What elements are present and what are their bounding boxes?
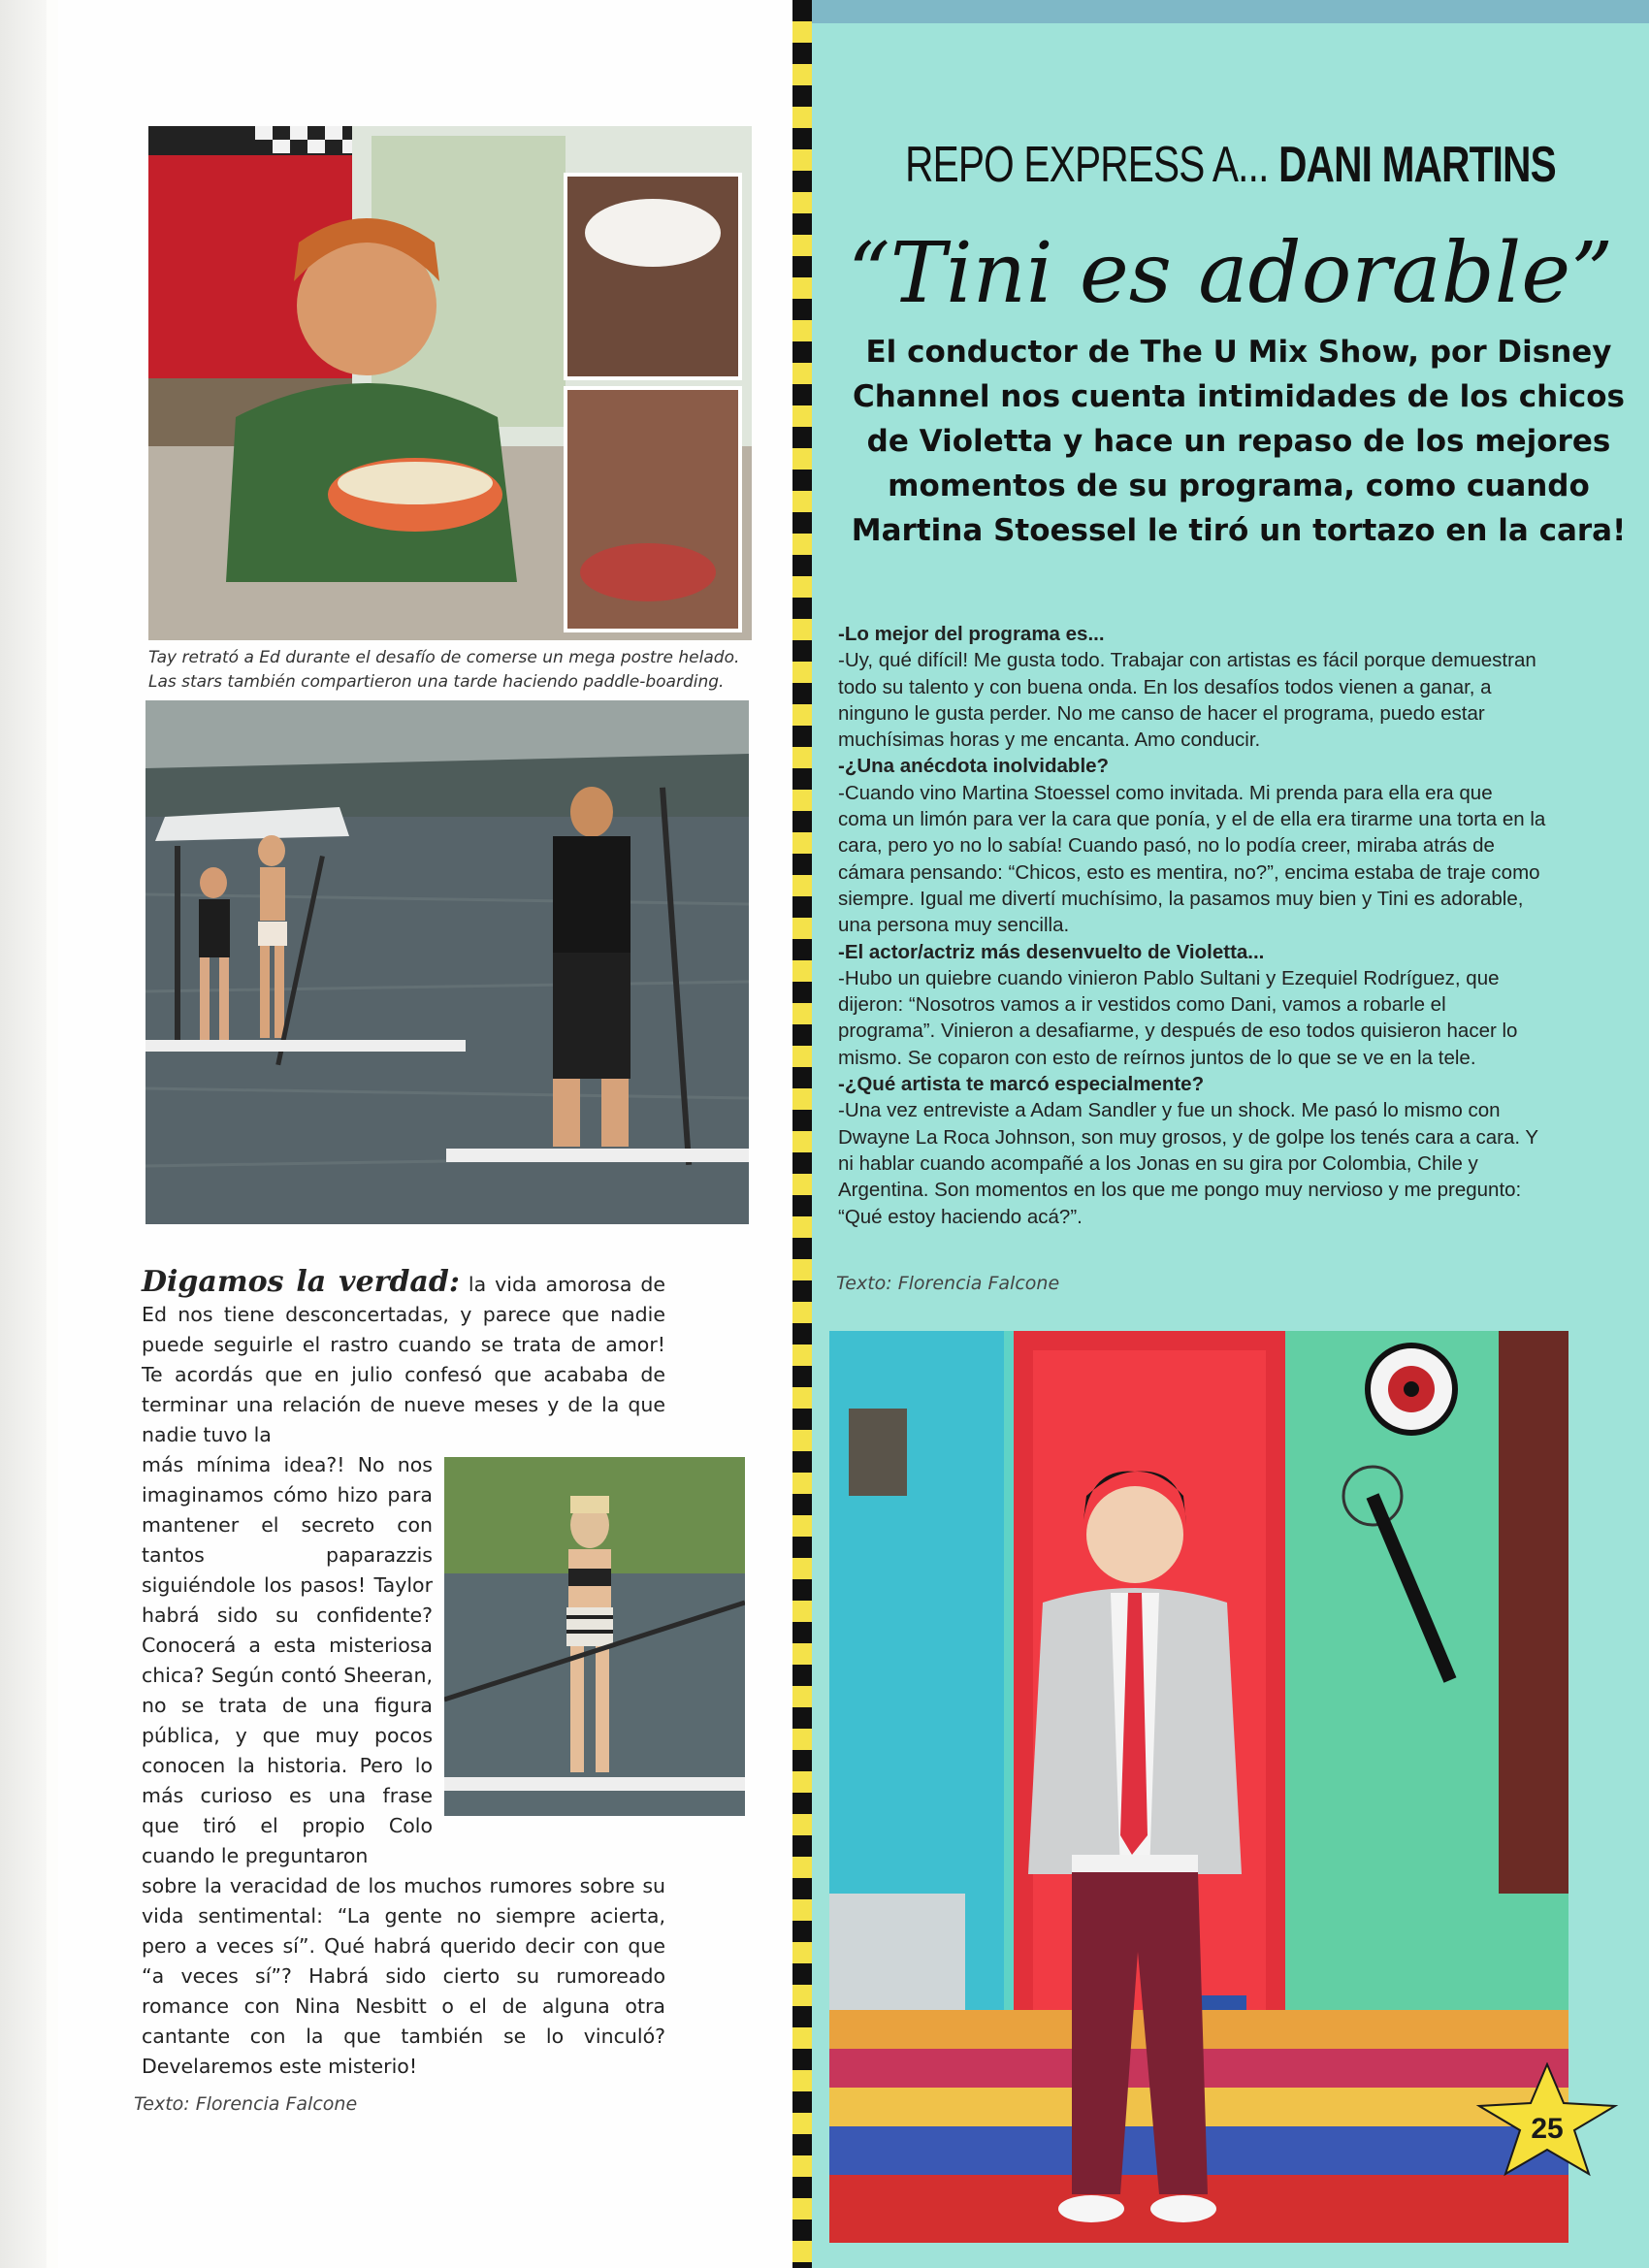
kicker-prefix: REPO EXPRESS A... — [905, 137, 1269, 193]
photo-dani-martins — [829, 1331, 1568, 2243]
article-paragraph-2: más mínima idea?! No nos imaginamos cómo hizo para mantener el secreto con tantos paparazzis siguiéndole los pasos! Taylor habrá sido su confidente? Conocerá a esta misteriosa chica? Según contó Sheeran, no se trata de una figura pública, y que muy pocos conocen la historia. Pero lo más curioso es una frase que tiró el propio Colo cuando le preguntaron — [142, 1453, 433, 1867]
photo-caption — [148, 646, 750, 695]
kicker — [904, 136, 1557, 194]
question-3: -El actor/actriz más desenvuelto de Violetta... — [838, 940, 1265, 963]
caption-line-2: Las stars también compartieron una tarde haciendo paddle-boarding. — [148, 672, 725, 692]
article-lead: Digamos la verdad: — [142, 1265, 460, 1299]
answer-1: -Uy, qué difícil! Me gusta todo. Trabajar con artistas es fácil porque demuestran todo su talento y con buena onda. En los desafíos todos vienen a ganar, a ninguno le gusta perder. No me canso de hacer el programa, puedo estar muchísimas horas y me encanta. Amo conducir. — [838, 649, 1536, 752]
right-credit: Texto: Florencia Falcone — [836, 1273, 1060, 1294]
scan-edge — [0, 0, 47, 2268]
photo-taylor-paddle — [444, 1457, 745, 1816]
right-page — [812, 0, 1649, 2268]
page-number: 25 — [1531, 2113, 1564, 2145]
question-1: -Lo mejor del programa es... — [838, 623, 1105, 645]
article-paragraph-1: la vida amorosa de Ed nos tiene desconcertadas, y parece que nadie puede seguirle el rastro cuando se trata de amor! Te acordás que en julio confesó que acababa de terminar una relación de nueve meses y de la que nadie tuvo la — [142, 1273, 666, 1446]
caption-line-1: Tay retrató a Ed durante el desafío de comerse un mega postre helado. — [148, 648, 740, 667]
page-divider — [792, 0, 812, 2268]
page-number-star — [1474, 2062, 1620, 2179]
answer-3: -Hubo un quiebre cuando vinieron Pablo Sultani y Ezequiel Rodríguez, que dijeron: “Nosotros vamos a ir vestidos como Dani, vamos a robarle el programa”. Vinieron a desafiarme, y después de eso todos quisieron hacer lo mismo. Se coparon con esto de reírnos juntos de lo que se ve en la tele. — [838, 966, 1518, 1069]
headline: “Tini es adorable” — [847, 225, 1614, 322]
right-page-top-strip — [812, 0, 1649, 23]
interview — [838, 621, 1546, 1230]
question-4: -¿Qué artista te marcó especialmente? — [838, 1073, 1205, 1096]
article-paragraph-3: sobre la veracidad de los muchos rumores sobre su vida sentimental: “La gente no siempre acierta, pero a veces sí”. Qué habrá querido decir con que “a veces sí”? Habrá sido cierto su rumoreado romance con Nina Nesbitt o el de alguna otra cantante con la que también se lo vinculó? Develaremos este misterio! — [142, 1874, 665, 2078]
photo-ice-cream-challenge — [148, 126, 752, 640]
deck: El conductor de The U Mix Show, por Disney Channel nos cuenta intimidades de los chicos de Violetta y hace un repaso de los mejores momentos de su programa, como cuando Martina Stoessel le tiró un tortazo en la cara! — [851, 335, 1627, 548]
question-2: -¿Una anécdota inolvidable? — [838, 755, 1110, 778]
left-credit: Texto: Florencia Falcone — [134, 2093, 358, 2115]
answer-4: -Una vez entreviste a Adam Sandler y fue un shock. Me pasó lo mismo con Dwayne La Roca Johnson, son muy grosos, y de golpe los tenés cara a cara. Y ni hablar cuando acompañé a los Jonas en su gira por Colombia, Chile y Argentina. Son momentos en los que me pongo muy nervioso y me pregunto: “Qué estoy haciendo acá?”. — [838, 1099, 1538, 1228]
photo-paddle-boarding — [146, 700, 749, 1224]
answer-2: -Cuando vino Martina Stoessel como invitada. Mi prenda para ella era que coma un limón para ver la cara que ponía, y el de ella era tirarme una torta en la cara, pero yo no lo sabía! Cuando pasó, no lo podía creer, miraba atrás de cámara pensando: “Chicos, esto es mentira, no?”, encima estaba de traje como siempre. Igual me divertí muchísimo, la pasamos muy bien y Tini es adorable, una persona muy sencilla. — [838, 781, 1546, 937]
kicker-name: DANI MARTINS — [1278, 137, 1556, 193]
